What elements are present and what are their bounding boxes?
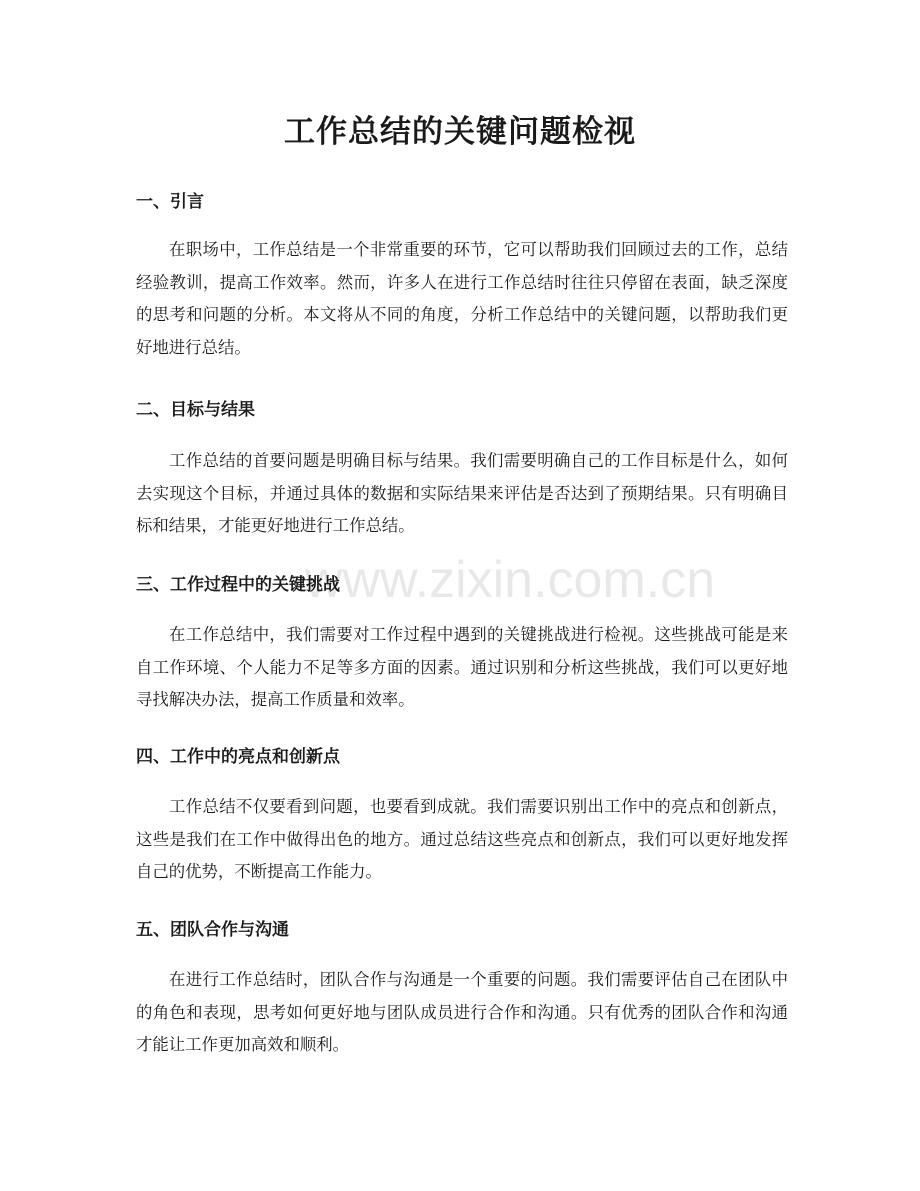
section-paragraph-introduction: 在职场中，工作总结是一个非常重要的环节，它可以帮助我们回顾过去的工作，总结经验教训，提高工作效率。然而，许多人在进行工作总结时往往只停留在表面，缺乏深度的思考和问题的分析。本文将从不同的角度，分析工作总结中的关键问题，以帮助我们更好地进行总结。	[136, 240, 788, 357]
section-paragraph-goals-results: 工作总结的首要问题是明确目标与结果。我们需要明确自己的工作目标是什么，如何去实现这个目标，并通过具体的数据和实际结果来评估是否达到了预期结果。只有明确目标和结果，才能更好地进行工作总结。	[136, 451, 788, 535]
section-heading-highlights: 四、工作中的亮点和创新点	[136, 747, 340, 767]
section-paragraph-highlights: 工作总结不仅要看到问题，也要看到成就。我们需要识别出工作中的亮点和创新点，这些是我们在工作中做得出色的地方。通过总结这些亮点和创新点，我们可以更好地发挥自己的优势，不断提高工作能力。	[136, 797, 788, 881]
watermark: www.zixin.com.cn	[304, 551, 716, 609]
section-heading-teamwork: 五、团队合作与沟通	[136, 920, 289, 940]
page-title: 工作总结的关键问题检视	[284, 114, 636, 150]
section-heading-introduction: 一、引言	[136, 192, 204, 212]
section-heading-goals-results: 二、目标与结果	[136, 400, 255, 420]
section-paragraph-teamwork: 在进行工作总结时，团队合作与沟通是一个重要的问题。我们需要评估自己在团队中的角色和表现，思考如何更好地与团队成员进行合作和沟通。只有优秀的团队合作和沟通才能让工作更加高效和顺利。	[136, 970, 788, 1054]
section-paragraph-key-challenges: 在工作总结中，我们需要对工作过程中遇到的关键挑战进行检视。这些挑战可能是来自工作环境、个人能力不足等多方面的因素。通过识别和分析这些挑战，我们可以更好地寻找解决办法，提高工作质量和效率。	[136, 625, 788, 709]
section-heading-key-challenges: 三、工作过程中的关键挑战	[136, 575, 340, 595]
